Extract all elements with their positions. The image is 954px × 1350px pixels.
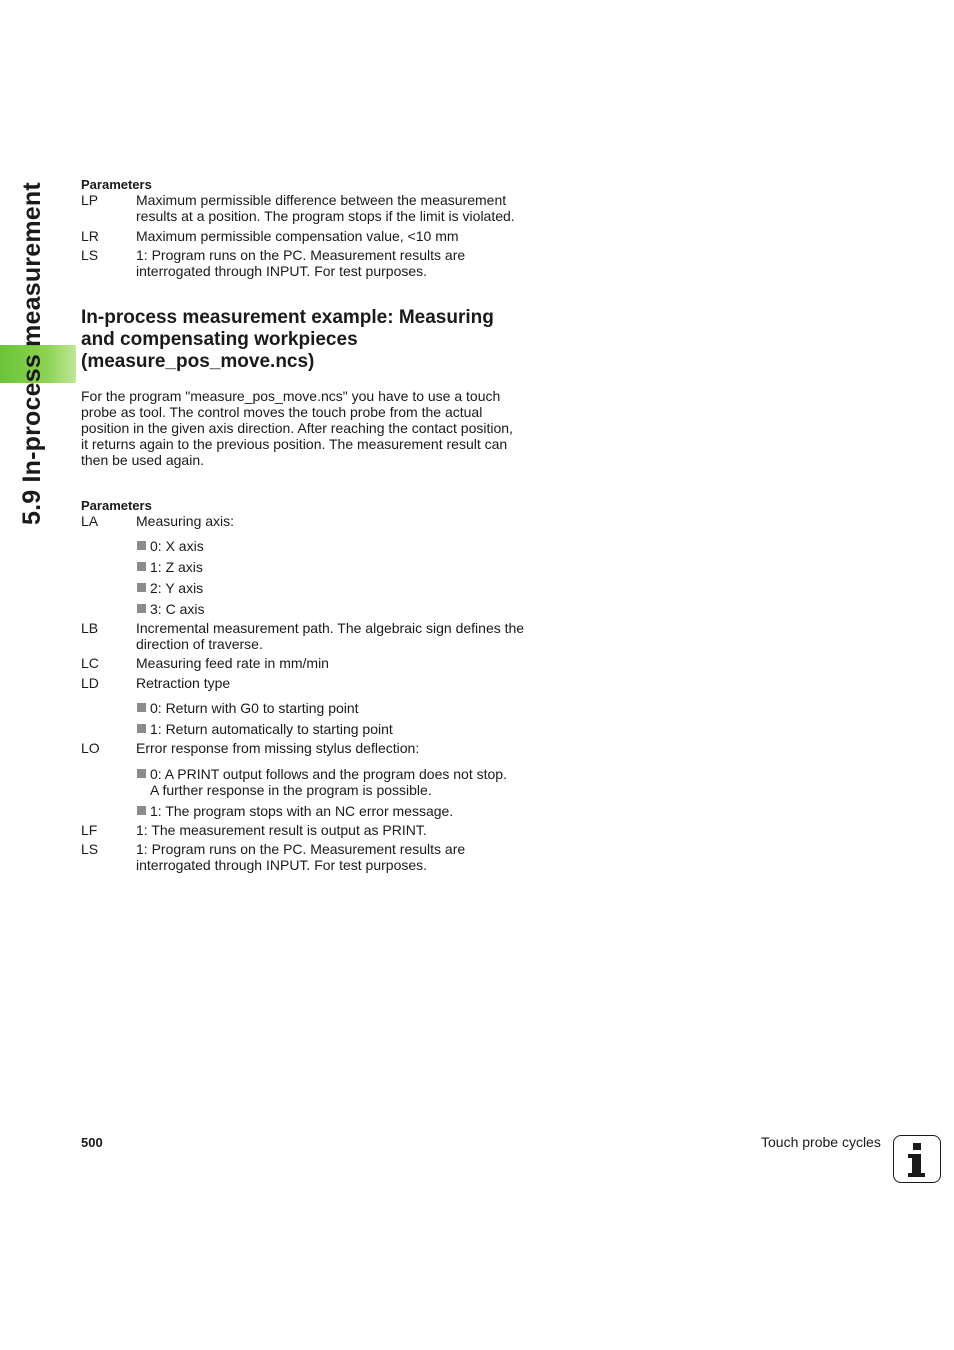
- param-lr: [81, 228, 526, 244]
- param-code: LS: [81, 247, 99, 263]
- bullet-square-icon: [137, 541, 146, 550]
- param-code: LC: [81, 655, 99, 671]
- list-item: [136, 766, 516, 798]
- parameters-heading: Parameters: [81, 498, 152, 513]
- section-title-vertical: 5.9 In-process measurement: [18, 182, 46, 525]
- list-item: [136, 601, 526, 617]
- list-item-text: 0: X axis: [150, 538, 204, 554]
- list-item-text: 0: Return with G0 to starting point: [150, 700, 359, 716]
- param-code: LO: [81, 740, 100, 756]
- example-heading: [81, 307, 526, 373]
- param-desc: 1: Program runs on the PC. Measurement results are interrogated through INPUT. For test purposes.: [136, 841, 466, 873]
- param-ld: [81, 675, 526, 691]
- param-desc: Maximum permissible difference between the measurement results at a position. The program stops if the limit is violated.: [136, 192, 515, 224]
- bullet-square-icon: [137, 724, 146, 733]
- example-heading-line: and compensating workpieces: [81, 329, 358, 350]
- param-lp: [81, 192, 526, 224]
- param-ls: [81, 841, 526, 873]
- example-description: For the program "measure_pos_move.ncs" you have to use a touch probe as tool. The control moves the touch probe from the actual position in the given axis direction. After reaching the contact position, it returns again to the previous position. The measurement result can then be used again.: [81, 388, 513, 468]
- param-desc: Error response from missing stylus deflection:: [136, 740, 420, 756]
- param-lo: [81, 740, 526, 756]
- list-item: [136, 803, 526, 819]
- parameter-list: [81, 192, 526, 279]
- param-desc: Retraction type: [136, 675, 231, 691]
- param-lf: [81, 822, 526, 838]
- param-la: [81, 513, 526, 529]
- param-desc: 1: The measurement result is output as PRINT.: [136, 822, 427, 838]
- info-glyph-icon: [894, 1136, 939, 1181]
- param-desc: 1: Program runs on the PC. Measurement results are interrogated through INPUT. For test purposes.: [136, 247, 466, 279]
- example-heading-line: In-process measurement example: Measuring: [81, 307, 494, 328]
- main-content: [81, 178, 526, 873]
- list-item: [136, 538, 526, 554]
- param-code: LA: [81, 513, 99, 529]
- list-item-text: 1: Z axis: [150, 559, 203, 575]
- list-item-text: 0: A PRINT output follows and the program does not stop. A further response in the program is possible.: [150, 766, 507, 798]
- bullet-square-icon: [137, 769, 146, 778]
- param-desc: Measuring axis:: [136, 513, 235, 529]
- param-code: LF: [81, 822, 98, 838]
- param-desc: Maximum permissible compensation value, <10 mm: [136, 228, 459, 244]
- param-code: LP: [81, 192, 99, 208]
- list-item-text: 1: Return automatically to starting point: [150, 721, 393, 737]
- bullet-square-icon: [137, 806, 146, 815]
- page-number: 500: [81, 1135, 103, 1150]
- lo-options: [81, 766, 526, 819]
- list-item-text: 1: The program stops with an NC error message.: [150, 803, 454, 819]
- la-options: [81, 538, 526, 617]
- param-lb: [81, 620, 526, 652]
- param-desc: Incremental measurement path. The algebraic sign defines the direction of traverse.: [136, 620, 525, 652]
- info-icon: [893, 1135, 941, 1183]
- example-heading-line: (measure_pos_move.ncs): [81, 351, 315, 372]
- bullet-square-icon: [137, 562, 146, 571]
- list-item: [136, 700, 526, 716]
- bullet-square-icon: [137, 604, 146, 613]
- param-code: LR: [81, 228, 99, 244]
- param-ls: [81, 247, 526, 279]
- list-item-text: 3: C axis: [150, 601, 205, 617]
- list-item: [136, 580, 526, 596]
- param-desc: Measuring feed rate in mm/min: [136, 655, 329, 671]
- chapter-title: Touch probe cycles: [761, 1134, 881, 1150]
- param-code: LS: [81, 841, 99, 857]
- bullet-square-icon: [137, 703, 146, 712]
- param-code: LB: [81, 620, 99, 636]
- parameters-heading: Parameters: [81, 177, 152, 192]
- list-item-text: 2: Y axis: [150, 580, 204, 596]
- param-lc: [81, 655, 526, 671]
- bullet-square-icon: [137, 583, 146, 592]
- param-code: LD: [81, 675, 99, 691]
- list-item: [136, 721, 526, 737]
- list-item: [136, 559, 526, 575]
- ld-options: [81, 700, 526, 737]
